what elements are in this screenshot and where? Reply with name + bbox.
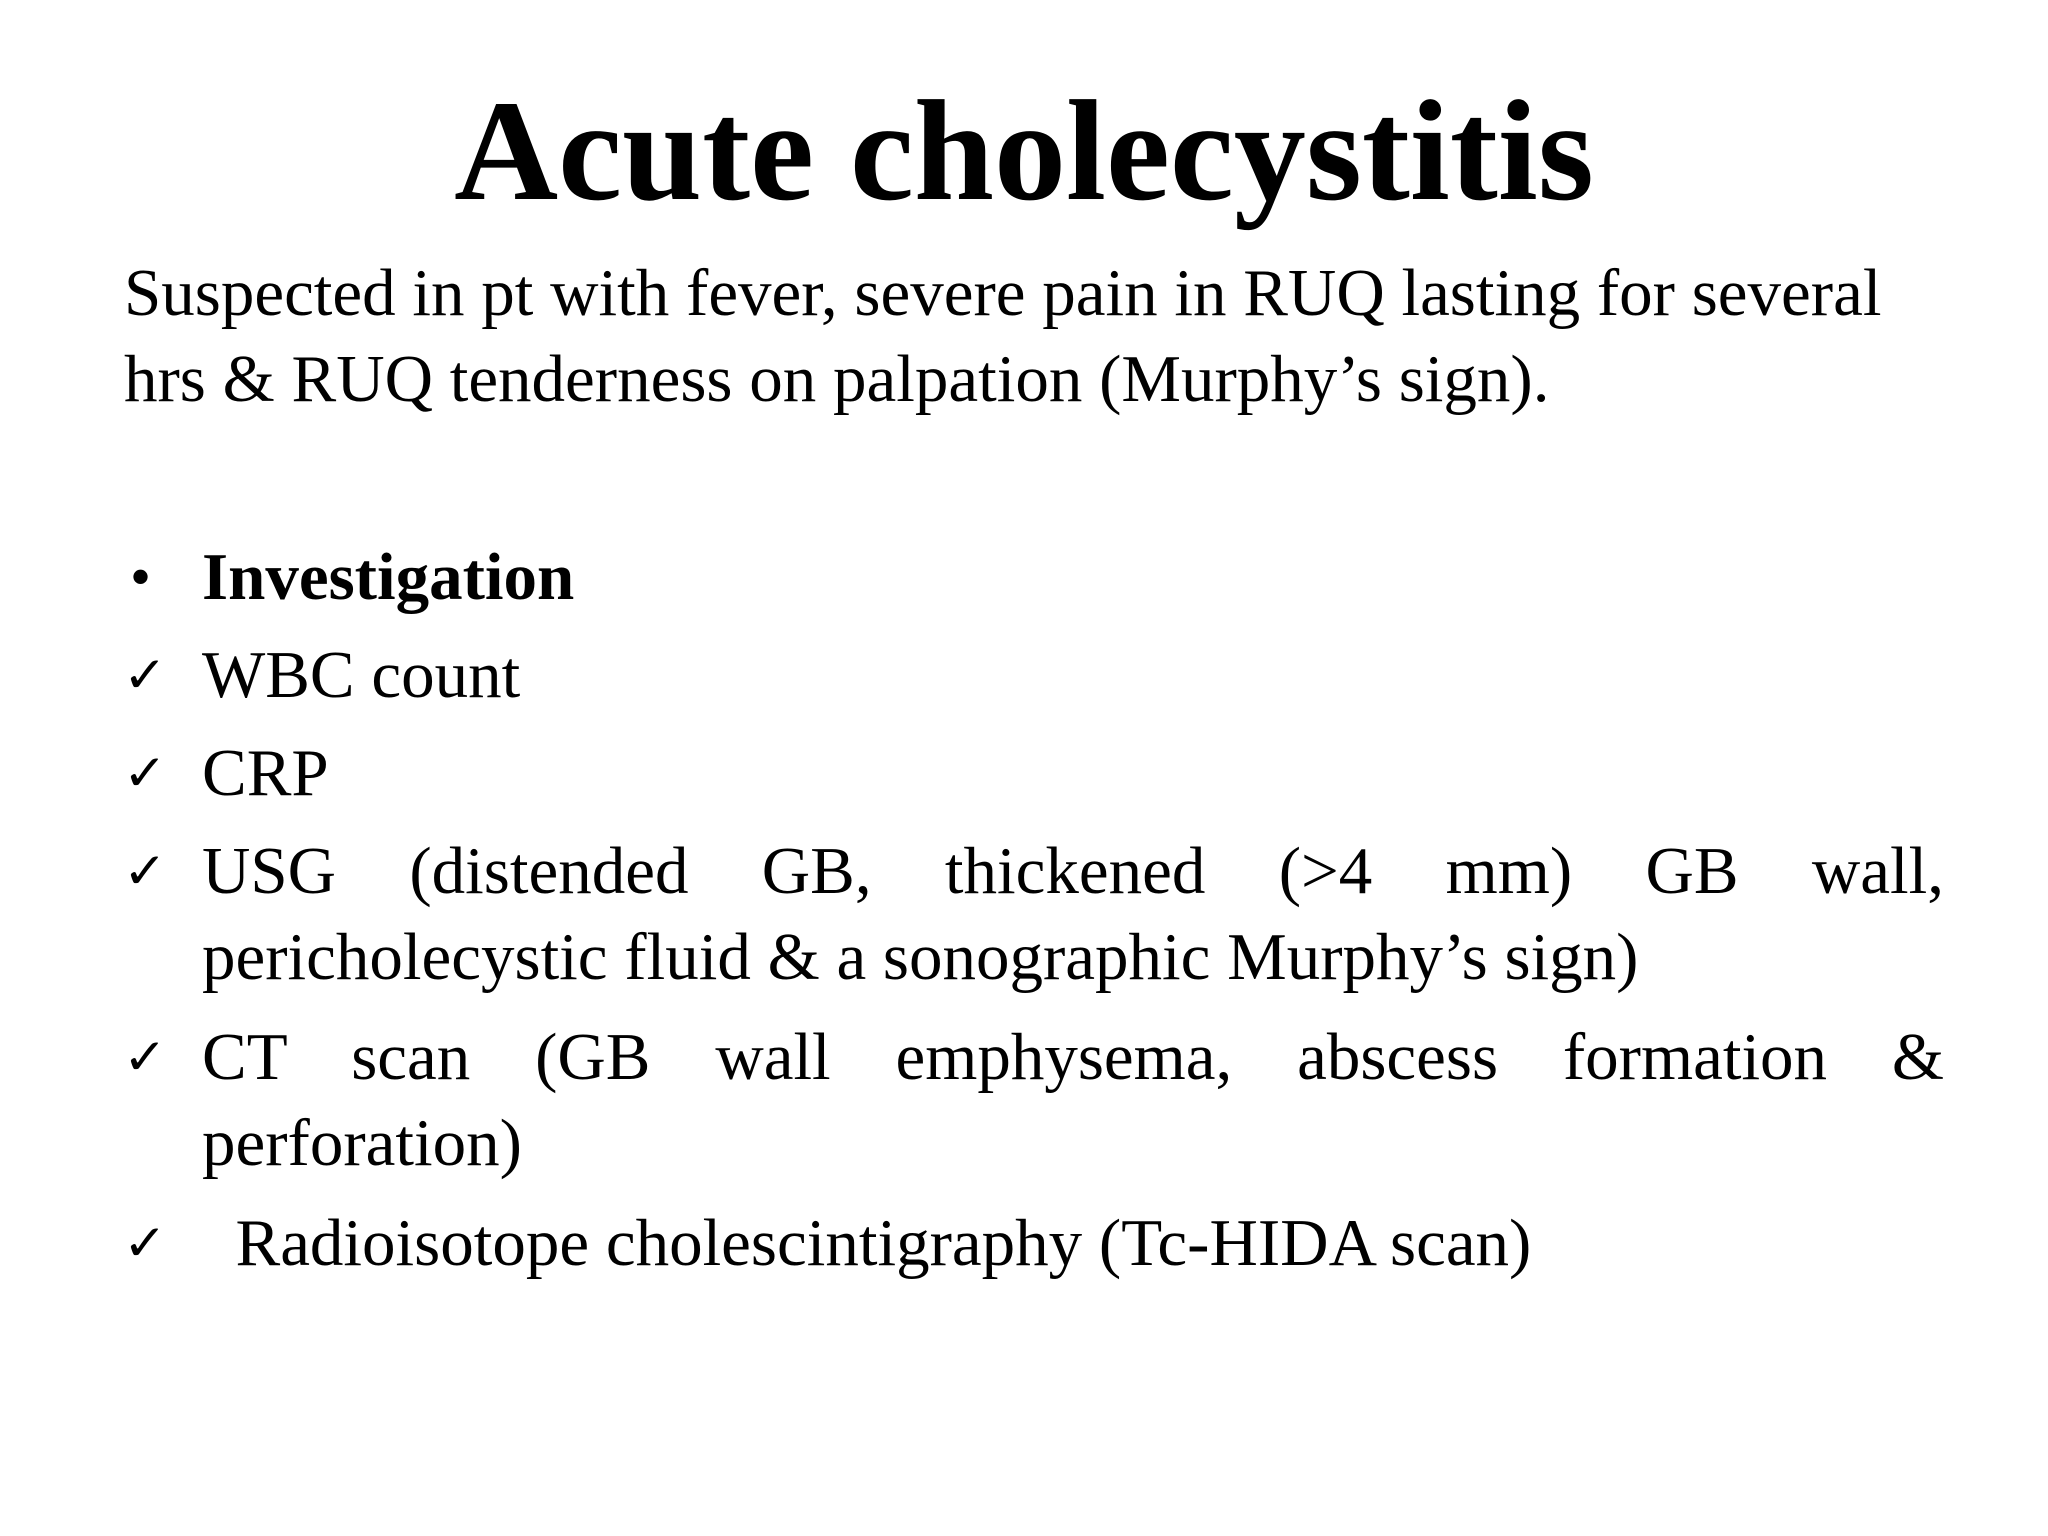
list-item bbox=[124, 828, 1944, 1000]
checkmark-icon: ✓ bbox=[122, 744, 167, 802]
investigation-heading bbox=[124, 534, 1944, 620]
checkmark-icon: ✓ bbox=[122, 1214, 167, 1272]
list-item bbox=[124, 632, 1944, 718]
checkmark-icon: ✓ bbox=[122, 1028, 167, 1086]
list-item-text: CRP bbox=[202, 736, 329, 810]
list-item bbox=[124, 730, 1944, 816]
heading-text: Investigation bbox=[202, 540, 575, 614]
list-item-text: WBC count bbox=[202, 638, 521, 712]
slide-title: Acute cholecystitis bbox=[454, 72, 1594, 231]
intro-paragraph: Suspected in pt with fever, severe pain in RUQ lasting for several hrs & RUQ tenderness on palpation (Murphy’s sign). bbox=[124, 256, 1882, 416]
list-item-text: CT scan (GB wall emphysema, abscess formation & perforation) bbox=[202, 1020, 1944, 1180]
list-item-text: Radioisotope cholescintigraphy (Tc-HIDA scan) bbox=[202, 1206, 1532, 1280]
checkmark-icon: ✓ bbox=[122, 646, 167, 704]
checkmark-icon: ✓ bbox=[122, 842, 167, 900]
list-item bbox=[124, 1200, 1944, 1286]
list-item-text: USG (distended GB, thickened (>4 mm) GB wall, pericholecystic fluid & a sonographic Murphy’s sign) bbox=[202, 834, 1944, 994]
investigation-list bbox=[124, 534, 1944, 1286]
list-item bbox=[124, 1014, 1944, 1186]
bullet-icon: • bbox=[130, 544, 152, 610]
